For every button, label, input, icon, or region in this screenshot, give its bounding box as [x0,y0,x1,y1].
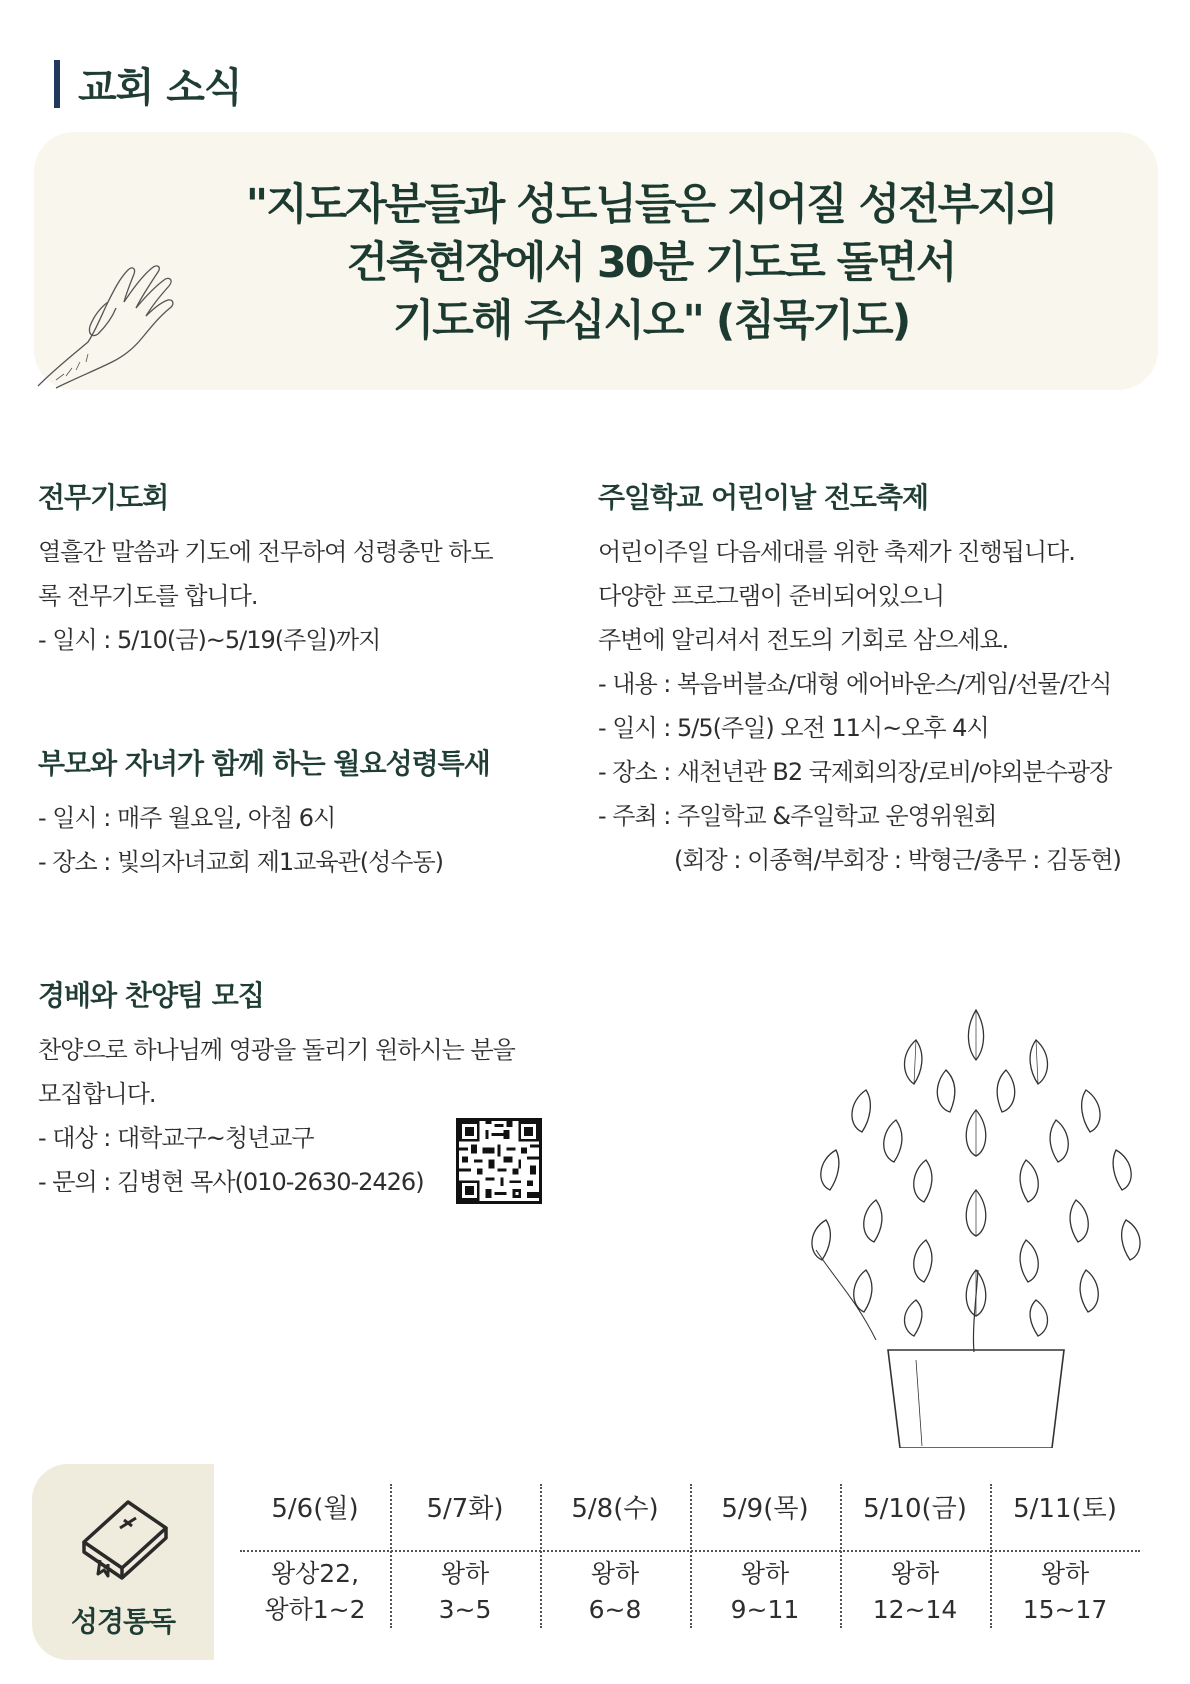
bible-reading-header [32,1464,214,1660]
reading-table [214,1464,1158,1660]
notice-line: 주변에 알리셔서 전도의 기회로 삼으세요. [598,626,1009,654]
potted-plant-illustration [796,1000,1156,1448]
reading-passage: 왕하 15~17 [1022,1559,1108,1624]
reading-day [240,1478,390,1638]
reading-date: 5/11(토) [1013,1494,1117,1524]
notice-title: 부모와 자녀가 함께 하는 월요성령특새 [38,747,490,780]
reading-passage: 왕하 3~5 [438,1559,492,1624]
reading-date: 5/9(목) [721,1494,809,1524]
reading-passage: 왕상22, 왕하1~2 [264,1559,366,1624]
accent-bar [54,60,60,108]
notice-line: - 일시 : 5/10(금)~5/19(주일)까지 [38,626,381,654]
notice-line: 다양한 프로그램이 준비되어있으니 [598,582,945,610]
children-festival-notice [598,476,1121,882]
reading-date: 5/7화) [426,1494,504,1524]
notice-title: 전무기도회 [38,481,169,514]
parent-child-notice [38,742,490,884]
reading-date: 5/10(금) [863,1494,967,1524]
reading-day [390,1478,540,1638]
section-title: 교회 소식 [78,64,242,111]
prayer-banner [34,132,1158,390]
reading-date: 5/8(수) [571,1494,659,1524]
bible-reading-label: 성경통독 [70,1605,176,1638]
notice-title: 경배와 찬양팀 모집 [38,979,264,1012]
notice-line: 열흘간 말씀과 기도에 전무하여 성령충만 하도 [38,538,493,566]
reading-date: 5/6(월) [271,1494,359,1524]
reading-day [540,1478,690,1638]
reading-day [690,1478,840,1638]
worship-team-notice [38,974,515,1204]
notice-line: - 일시 : 매주 월요일, 아침 6시 [38,804,336,832]
notice-title: 주일학교 어린이날 전도축제 [598,481,929,514]
notice-line: 찬양으로 하나님께 영광을 돌리기 원하시는 분을 [38,1036,515,1064]
banner-quote [184,176,1118,350]
reading-days [240,1478,1140,1638]
notice-note: (회장 : 이종혁/부회장 : 박형근/총무 : 김동현) [674,846,1121,874]
notice-line: - 장소 : 새천년관 B2 국제회의장/로비/야외분수광장 [598,758,1112,786]
notice-line: 모집합니다. [38,1080,156,1108]
notice-line: - 일시 : 5/5(주일) 오전 11시~오후 4시 [598,714,989,742]
quote-line: 건축현장에서 30분 기도로 돌면서 [346,238,956,288]
praying-hands-illustration [36,250,186,390]
notice-line: - 대상 : 대학교구~청년교구 [38,1124,314,1152]
notice-line: - 내용 : 복음버블쇼/대형 에어바운스/게임/선물/간식 [598,670,1112,698]
notice-line: 어린이주일 다음세대를 위한 축제가 진행됩니다. [598,538,1075,566]
qr-code[interactable] [456,1118,542,1204]
reading-day [990,1478,1140,1638]
notice-line: - 장소 : 빛의자녀교회 제1교육관(성수동) [38,848,444,876]
notice-line: 록 전무기도를 합니다. [38,582,258,610]
reading-passage: 왕하 12~14 [872,1559,958,1624]
section-header [54,58,242,110]
bible-icon [76,1494,172,1580]
bible-reading-schedule [32,1464,1158,1660]
prayer-meeting-notice [38,476,493,662]
notice-line: - 주최 : 주일학교 &주일학교 운영위원회 [598,802,997,830]
reading-passage: 왕하 9~11 [730,1559,800,1624]
reading-day [840,1478,990,1638]
reading-passage: 왕하 6~8 [588,1559,642,1624]
quote-line: "지도자분들과 성도님들은 지어질 성전부지의 [245,180,1057,230]
notice-line: - 문의 : 김병현 목사(010-2630-2426) [38,1168,424,1196]
quote-line: 기도해 주십시오" (침묵기도) [392,296,910,346]
